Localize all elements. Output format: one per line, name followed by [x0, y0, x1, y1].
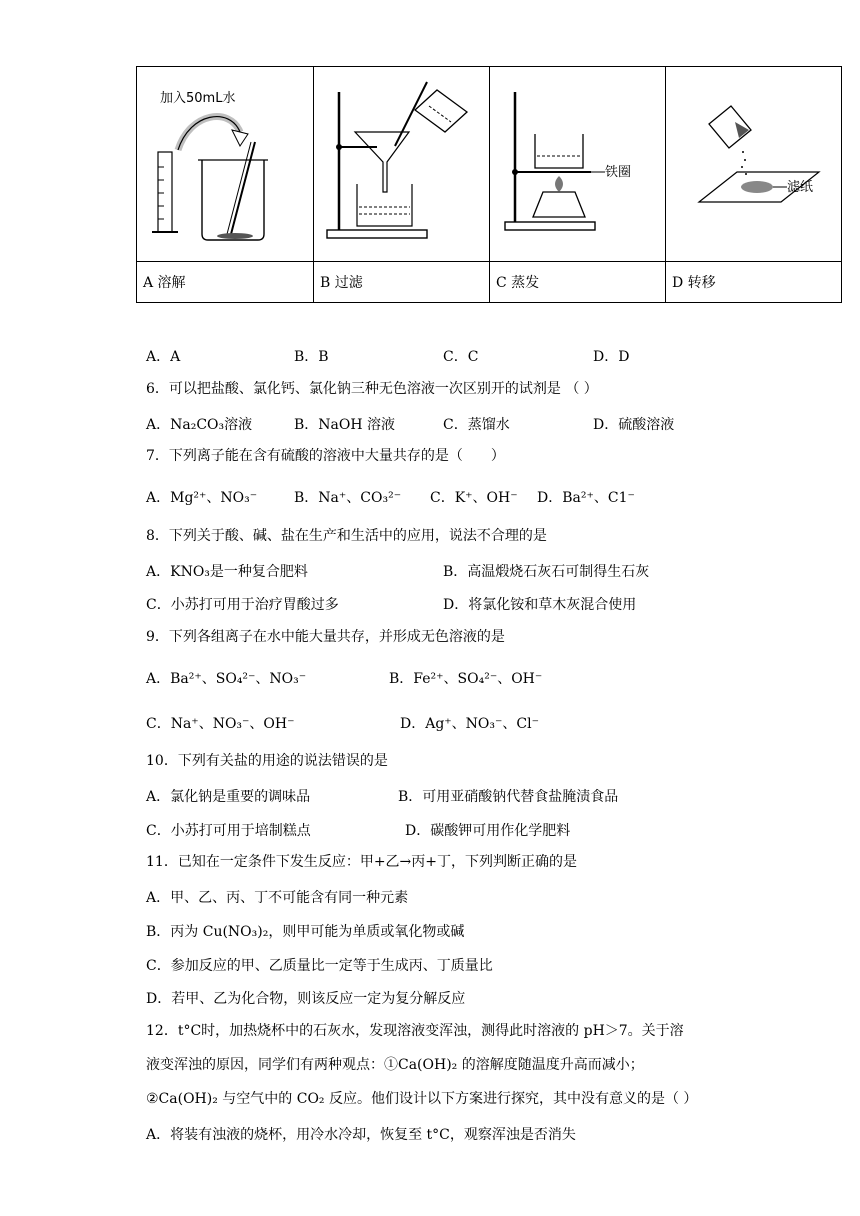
label-evaporate: C 蒸发	[490, 262, 666, 303]
q11-option-a[interactable]: A．甲、乙、丙、丁不可能含有同一种元素	[146, 890, 409, 906]
q6-option-c[interactable]: C．蒸馏水	[443, 417, 510, 433]
dissolve-figure-cell	[137, 67, 314, 262]
q9-option-a[interactable]: A．Ba²⁺、SO₄²⁻、NO₃⁻	[146, 671, 307, 687]
q10-option-c[interactable]: C．小苏打可用于培制糕点	[146, 823, 311, 839]
q8-option-c[interactable]: C．小苏打可用于治疗胃酸过多	[146, 597, 339, 613]
filter-paper-annotation: 滤纸	[786, 180, 813, 195]
q6-option-b[interactable]: B．NaOH 溶液	[294, 417, 396, 433]
q9-option-d[interactable]: D．Ag⁺、NO₃⁻、Cl⁻	[400, 716, 539, 732]
q10-option-d[interactable]: D．碳酸钾可用作化学肥料	[405, 823, 571, 839]
q12-stem-line-2: 液变浑浊的原因，同学们有两种观点：①Ca(OH)₂ 的溶解度随温度升高而减小；	[146, 1057, 644, 1073]
q5-option-d[interactable]: D．D	[593, 349, 630, 365]
q7-option-c[interactable]: C．K⁺、OH⁻	[430, 490, 518, 506]
q5-option-b[interactable]: B．B	[294, 349, 329, 365]
q6-option-d[interactable]: D．硫酸溶液	[593, 417, 675, 433]
q5-option-a[interactable]: A．A	[146, 349, 181, 365]
q8-option-a[interactable]: A．KNO₃是一种复合肥料	[146, 564, 308, 580]
q10-option-a[interactable]: A．氯化钠是重要的调味品	[146, 789, 311, 805]
label-transfer: D 转移	[666, 262, 842, 303]
q9-stem: 9．下列各组离子在水中能大量共存，并形成无色溶液的是	[146, 629, 505, 645]
q12-stem-line-3: ②Ca(OH)₂ 与空气中的 CO₂ 反应。他们设计以下方案进行探究，其中没有意义的是（ ）	[146, 1091, 698, 1107]
add-water-annotation: 加入50mL水	[160, 91, 236, 106]
q6-stem: 6．可以把盐酸、氯化钙、氯化钠三种无色溶液一次区别开的试剂是 （ ）	[146, 381, 598, 397]
transfer-figure	[669, 72, 839, 252]
filter-figure	[317, 72, 487, 252]
q11-option-c[interactable]: C．参加反应的甲、乙质量比一定等于生成丙、丁质量比	[146, 958, 493, 974]
evaporate-figure	[493, 72, 663, 252]
q11-option-b[interactable]: B．丙为 Cu(NO₃)₂，则甲可能为单质或氧化物或碱	[146, 924, 465, 940]
label-dissolve: A 溶解	[137, 262, 314, 303]
dissolve-figure	[140, 72, 310, 252]
q8-option-d[interactable]: D．将氯化铵和草木灰混合使用	[443, 597, 637, 613]
iron-ring-annotation: 铁圈	[604, 165, 631, 180]
q11-option-d[interactable]: D．若甲、乙为化合物，则该反应一定为复分解反应	[146, 991, 466, 1007]
apparatus-table	[136, 66, 842, 303]
q6-option-a[interactable]: A．Na₂CO₃溶液	[146, 417, 253, 433]
q10-stem: 10．下列有关盐的用途的说法错误的是	[146, 753, 388, 769]
q5-option-c[interactable]: C．C	[443, 349, 479, 365]
filter-figure-cell	[314, 67, 490, 262]
q8-option-b[interactable]: B．高温煅烧石灰石可制得生石灰	[443, 564, 650, 580]
q9-option-c[interactable]: C．Na⁺、NO₃⁻、OH⁻	[146, 716, 295, 732]
transfer-figure-cell	[666, 67, 842, 262]
evaporate-figure-cell	[490, 67, 666, 262]
q12-option-a[interactable]: A．将装有浊液的烧杯，用冷水冷却，恢复至 t°C，观察浑浊是否消失	[146, 1127, 576, 1143]
q9-option-b[interactable]: B．Fe²⁺、SO₄²⁻、OH⁻	[389, 671, 543, 687]
q10-option-b[interactable]: B．可用亚硝酸钠代替食盐腌渍食品	[398, 789, 619, 805]
q12-stem-line-1: 12．t°C时，加热烧杯中的石灰水，发现溶液变浑浊，测得此时溶液的 pH＞7。关于溶	[146, 1023, 684, 1039]
label-filter: B 过滤	[314, 262, 490, 303]
q7-option-a[interactable]: A．Mg²⁺、NO₃⁻	[146, 490, 258, 506]
q7-stem: 7．下列离子能在含有硫酸的溶液中大量共存的是（ ）	[146, 448, 505, 464]
q11-stem: 11．已知在一定条件下发生反应：甲+乙→丙+丁，下列判断正确的是	[146, 854, 578, 870]
q7-option-b[interactable]: B．Na⁺、CO₃²⁻	[294, 490, 402, 506]
q8-stem: 8．下列关于酸、碱、盐在生产和生活中的应用，说法不合理的是	[146, 528, 547, 544]
q7-option-d[interactable]: D．Ba²⁺、C1⁻	[537, 490, 635, 506]
